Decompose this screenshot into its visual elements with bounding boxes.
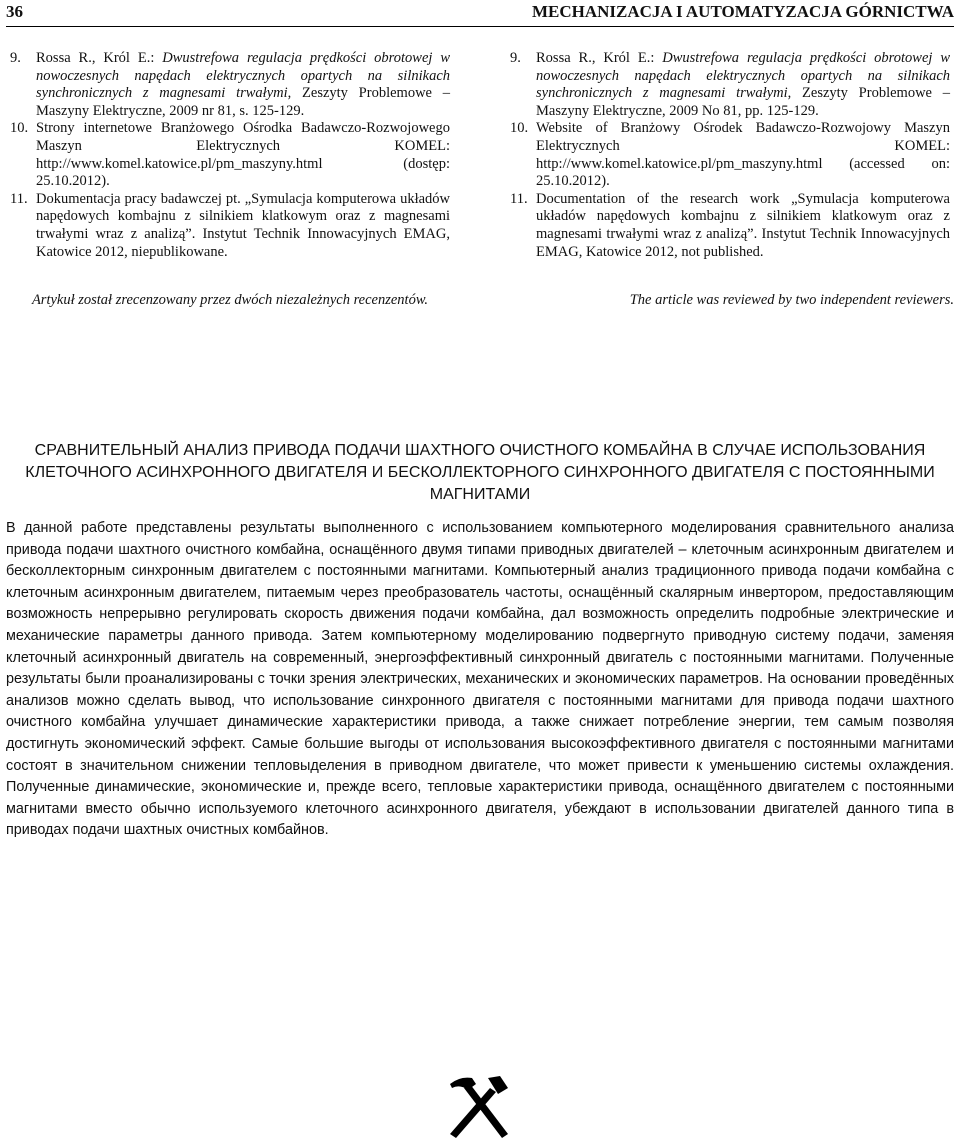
reference-title: Dwustrefowa regulacja prędkości obrotowej w nowoczesnych napędach elektrycznych opartych na silnikach synchronicznych z magnesami trwałymi [36, 50, 450, 102]
reference-item [10, 191, 450, 261]
reference-number: 10. [10, 120, 29, 137]
reference-number: 10. [510, 120, 529, 137]
reference-details: Website of Branżowy Ośrodek Badawczo-Rozwojowy Maszyn Elektrycznych KOMEL: http://www.komel.katowice.pl/pm_maszyny.html (accessed on: 25.10.2012). [536, 120, 950, 190]
reference-number: 9. [10, 50, 21, 66]
reference-number: 11. [510, 190, 528, 207]
reference-details: Dokumentacja pracy badawczej pt. „Symulacja komputerowa układów napędowych kombajnu z silnikiem klatkowym oraz z magnesami trwałymi wraz z analizą”. Instytut Technik Innowacyjnych EMAG, Katowice 2012, niepublikowane. [36, 190, 450, 260]
reference-item [10, 50, 450, 120]
page-header [6, 0, 954, 27]
references-english [510, 50, 950, 261]
reference-details: , Zeszyty Problemowe – Maszyny Elektryczne, 2009 No 81, pp. 125-129. [536, 85, 950, 119]
reference-item [510, 191, 950, 261]
russian-abstract: В данной работе представлены результаты выполненного с использованием компьютерного моделирования сравнительного анализа привода подачи шахтного очистного комбайна, оснащённого двумя типами приводных двигателей – клеточным асинхронным двигателем и бесколлекторным синхронным двигателем с постоянными магнитами. Компьютерный анализ традиционного привода подачи комбайна с клеточным асинхронным двигателем, питаемым через преобразователь частоты, оснащённый скалярным инвертором, предоставляющим возможность непрерывно регулировать скорость движения подачи комбайна, дал возможность определить подробные электрические и механические параметры данного привода. Затем компьютерному моделированию подвергнуто приводную систему подачи, заменяя клеточный асинхронный двигатель на современный, энергоэффективный синхронный двигатель с постоянными магнитами. Полученные результаты были проанализированы с точки зрения электрических, механических и экономических параметров. На основании проведённых анализов можно сделать вывод, что использование синхронного двигателя с постоянными магнитами для привода подачи шахтного очистного комбайна улучшает динамические характеристики привода, а также снижает потребление энергии, тем самым позволяя достигнуть экономический эффект. Самые большие выгоды от использования высокоэффективного двигателя с постоянными магнитами состоят в значительном снижении тепловыделения в приводном двигателе, что может привести к уменьшению системы охлаждения. Полученные динамические, экономические и, прежде всего, тепловые характеристики привода, оснащённого двигателем с постоянными магнитами вместо обычно используемого клеточного асинхронного двигателя, убеждают в использовании двигателей данного типа в приводах подачи шахтных очистных комбайнов. [6, 520, 954, 839]
reference-number: 9. [510, 50, 521, 66]
reference-details: Strony internetowe Branżowego Ośrodka Badawczo-Rozwojowego Maszyn Elektrycznych KOMEL: http://www.komel.katowice.pl/pm_maszyny.html (dostęp: 25.10.2012). [36, 120, 450, 190]
reference-authors: Rossa R., Król E.: [36, 50, 163, 66]
reference-item [510, 120, 950, 190]
journal-title: MECHANIZACJA I AUTOMATYZACJA GÓRNICTWA [531, 2, 954, 21]
reference-title: Dwustrefowa regulacja prędkości obrotowej w nowoczesnych napędach elektrycznych opartych na silnikach synchronicznych z magnesami trwałymi [536, 50, 950, 102]
review-note-polish: Artykuł został zrecenzowany przez dwóch niezależnych recenzentów. [31, 292, 429, 308]
page-number: 36 [6, 2, 23, 21]
russian-title: СРАВНИТЕЛЬНЫЙ АНАЛИЗ ПРИВОДА ПОДАЧИ ШАХТНОГО ОЧИСТНОГО КОМБАЙНА В СЛУЧАЕ ИСПОЛЬЗОВАНИЯ КЛЕТОЧНОГО АСИНХРОННОГО ДВИГАТЕЛЯ И БЕСКОЛЛЕКТОРНОГО СИНХРОННОГО ДВИГАТЕЛЯ С ПОСТОЯННЫМИ МАГНИТАМИ [25, 442, 935, 503]
review-note-english: The article was reviewed by two independent reviewers. [629, 292, 954, 308]
reference-item [510, 50, 950, 120]
reference-authors: Rossa R., Król E.: [536, 50, 663, 66]
reference-details: Documentation of the research work „Symulacja komputerowa układów napędowych kombajnu z silnikiem klatkowym oraz z magnesami trwałymi wraz z analizą”. Instytut Technik Innowacyjnych EMAG, Katowice 2012, not published. [536, 190, 950, 260]
reference-number: 11. [10, 190, 28, 207]
references-polish [10, 50, 450, 261]
reference-details: , Zeszyty Problemowe – Maszyny Elektryczne, 2009 nr 81, s. 125-129. [36, 85, 450, 119]
reference-item [10, 120, 450, 190]
hammer-and-pick-icon [446, 1074, 512, 1140]
